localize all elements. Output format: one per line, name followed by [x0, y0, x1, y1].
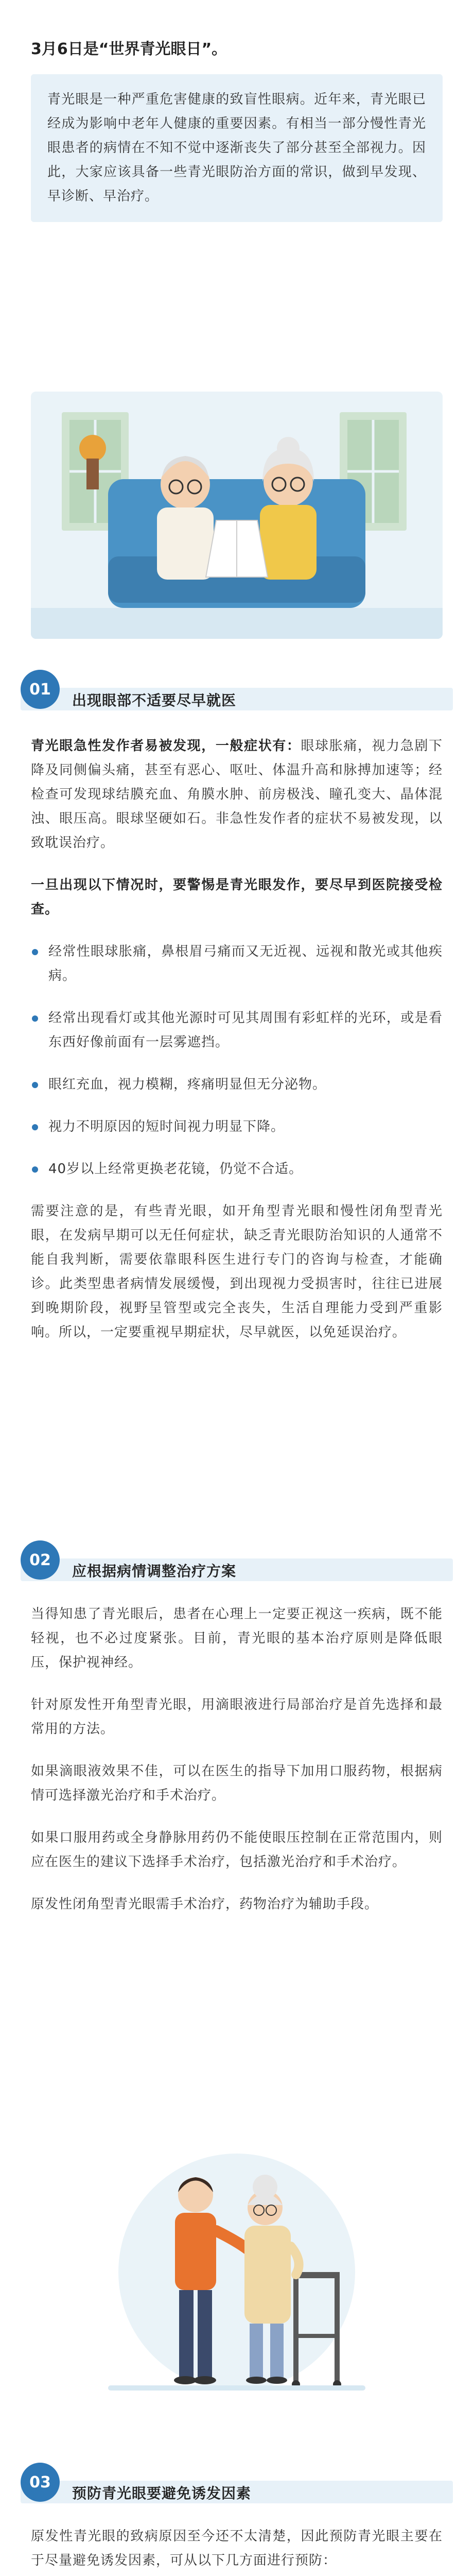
- elderly-couple-reading-illustration: [31, 392, 443, 639]
- section-3-body: [31, 2524, 443, 2576]
- section-1-lead-strong: 青光眼急性发作者易被发现，一般症状有：: [31, 738, 301, 754]
- intro-title: 3月6日是“世界青光眼日”。: [31, 40, 227, 58]
- section-1-bullet: 40岁以上经常更换老花镜，仍觉不合适。: [31, 1157, 443, 1181]
- section-3-intro: 原发性青光眼的致病原因至今还不太清楚，因此预防青光眼主要在于尽量避免诱发因素，可从以下几方面进行预防：: [31, 2529, 443, 2568]
- section-1-note: 需要注意的是，有些青光眼，如开角型青光眼和慢性闭角型青光眼，在发病早期可以无任何症状，缺乏青光眼防治知识的人通常不能自我判断，需要依靠眼科医生进行专门的咨询与检查，才能确诊。此类型患者病情发展缓慢，到出现视力受损害时，往往已进展到晚期阶段，视野呈管型或完全丧失，生活自理能力受到严重影响。所以，一定要重视早期症状，尽早就医，以免延误治疗。: [31, 1204, 443, 1340]
- section-1-title: 出现眼部不适要尽早就医: [72, 692, 237, 709]
- section-2-number: 02: [21, 1540, 60, 1580]
- caregiver-elderly-illustration: [31, 2138, 443, 2427]
- section-1-bullet: 视力不明原因的短时间视力明显下降。: [31, 1115, 443, 1139]
- intro-text: 青光眼是一种严重危害健康的致盲性眼病。近年来，青光眼已经成为影响中老年人健康的重要因素。有相当一部分慢性青光眼患者的病情在不知不觉中逐渐丧失了部分甚至全部视力。因此，大家应该具备一些青光眼防治方面的常识，做到早发现、早诊断、早治疗。: [47, 92, 426, 204]
- section-2-p4: 如果口服用药或全身静脉用药仍不能使眼压控制在正常范围内，则应在医生的建议下选择手术治疗，包括激光治疗和手术治疗。: [31, 1830, 443, 1870]
- section-2-header: [21, 1540, 453, 1587]
- intro-box: [31, 74, 443, 222]
- section-1-check-warning: 一旦出现以下情况时，要警惕是青光眼发作，要尽早到医院接受检查。: [31, 877, 443, 917]
- section-2-p3: 如果滴眼液效果不佳，可以在医生的指导下加用口服药物，根据病情可选择激光治疗和手术治疗。: [31, 1764, 443, 1803]
- section-3-title: 预防青光眼要避免诱发因素: [72, 2485, 252, 2502]
- section-1-bullet: 经常性眼球胀痛，鼻根眉弓痛而又无近视、远视和散光或其他疾病。: [31, 940, 443, 988]
- section-2-body: [31, 1602, 443, 1935]
- section-2-p1: 当得知患了青光眼后，患者在心理上一定要正视这一疾病，既不能轻视，也不必过度紧张。目前，青光眼的基本治疗原则是降低眼压，保护视神经。: [31, 1606, 443, 1670]
- section-1-bullet: 眼红充血，视力模糊，疼痛明显但无分泌物。: [31, 1073, 443, 1097]
- section-1-bullet: 经常出现看灯或其他光源时可见其周围有彩虹样的光环，或是看东西好像前面有一层雾遮挡。: [31, 1006, 443, 1055]
- section-3-header: [21, 2463, 453, 2509]
- intro-section: [31, 36, 443, 222]
- section-2-p2: 针对原发性开角型青光眼，用滴眼液进行局部治疗是首先选择和最常用的方法。: [31, 1697, 443, 1737]
- section-1-body: [31, 734, 443, 1363]
- section-3-number: 03: [21, 2463, 60, 2502]
- section-1-lead: [31, 734, 443, 855]
- section-1-number: 01: [21, 670, 60, 709]
- section-2-title: 应根据病情调整治疗方案: [72, 1563, 237, 1580]
- section-2-p5: 原发性闭角型青光眼需手术治疗，药物治疗为辅助手段。: [31, 1896, 379, 1912]
- section-1-header: [21, 670, 453, 716]
- section-1-lead-rest: 眼球胀痛，视力急剧下降及同侧偏头痛，甚至有恶心、呕吐、体温升高和脉搏加速等；经检查可发现球结膜充血、角膜水肿、前房极浅、瞳孔变大、晶体混浊、眼压高。眼球坚硬如石。非急性发作者的症状不易被发现，以致耽误治疗。: [31, 738, 443, 851]
